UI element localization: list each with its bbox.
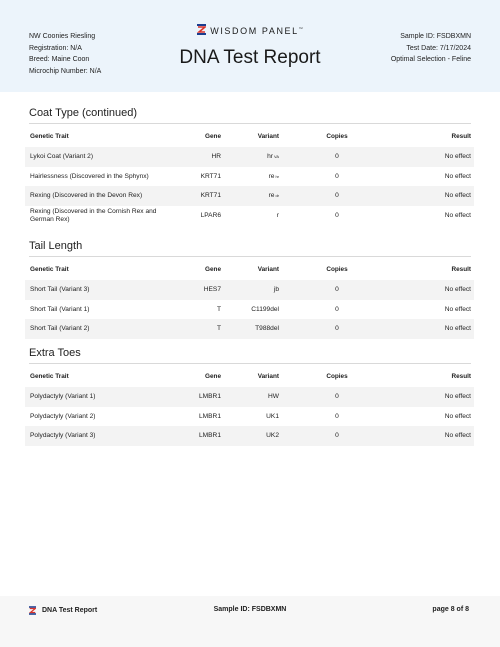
copies: 0 bbox=[335, 432, 339, 439]
variant-base: hr bbox=[267, 153, 273, 160]
variant bbox=[219, 147, 279, 167]
table-row bbox=[25, 300, 474, 320]
variant bbox=[219, 205, 279, 227]
trait-name: Polydactyly (Variant 3) bbox=[30, 432, 96, 439]
result: No effect bbox=[444, 286, 471, 293]
trait-name: Hairlessness (Discovered in the Sphynx) bbox=[30, 173, 149, 180]
report-header bbox=[0, 0, 500, 92]
gene: KRT71 bbox=[200, 173, 221, 180]
col-copies: Copies bbox=[326, 266, 348, 273]
copies: 0 bbox=[335, 173, 339, 180]
copies: 0 bbox=[335, 393, 339, 400]
result: No effect bbox=[444, 413, 471, 420]
col-gene: Gene bbox=[205, 266, 221, 273]
test-date: Test Date: 7/17/2024 bbox=[406, 44, 471, 52]
gene: LMBR1 bbox=[199, 432, 221, 439]
page-number: page 8 of 8 bbox=[432, 606, 469, 613]
result: No effect bbox=[444, 393, 471, 400]
copies: 0 bbox=[335, 325, 339, 332]
col-gene: Gene bbox=[205, 373, 221, 380]
trait-name: Short Tail (Variant 3) bbox=[30, 286, 90, 293]
breed: Breed: Maine Coon bbox=[29, 56, 90, 64]
copies: 0 bbox=[335, 153, 339, 160]
variant: UK2 bbox=[266, 432, 279, 439]
variant-base: r bbox=[276, 212, 279, 219]
result: No effect bbox=[444, 212, 471, 219]
variant: T988del bbox=[255, 325, 279, 332]
registration: Registration: N/A bbox=[29, 44, 82, 52]
report-footer bbox=[0, 596, 500, 647]
copies: 0 bbox=[335, 212, 339, 219]
table-row bbox=[25, 147, 474, 167]
brand-trademark: ™ bbox=[298, 26, 303, 31]
gene: T bbox=[216, 306, 221, 313]
section-title-tail-length: Tail Length bbox=[29, 240, 471, 257]
col-result: Result bbox=[451, 133, 471, 140]
col-genetic-trait: Genetic Trait bbox=[30, 373, 69, 380]
table-header bbox=[25, 367, 474, 387]
footer-sample-id: Sample ID: FSDBXMN bbox=[213, 606, 287, 613]
variant: UK1 bbox=[266, 413, 279, 420]
result: No effect bbox=[444, 306, 471, 313]
footer-title-text: DNA Test Report bbox=[42, 607, 98, 614]
result: No effect bbox=[444, 192, 471, 199]
wisdom-panel-logo-icon bbox=[197, 24, 206, 35]
result: No effect bbox=[444, 173, 471, 180]
trait-name: Polydactyly (Variant 1) bbox=[30, 393, 96, 400]
table-row bbox=[25, 280, 474, 300]
col-copies: Copies bbox=[326, 373, 348, 380]
pet-name: NW Coonies Riesling bbox=[29, 33, 96, 40]
col-result: Result bbox=[451, 266, 471, 273]
variant-superscript: dr bbox=[275, 193, 279, 198]
col-variant: Variant bbox=[257, 133, 279, 140]
variant-base: re bbox=[268, 173, 275, 180]
col-variant: Variant bbox=[257, 266, 279, 273]
table-row bbox=[25, 319, 474, 339]
result: No effect bbox=[444, 325, 471, 332]
col-genetic-trait: Genetic Trait bbox=[30, 133, 69, 140]
copies: 0 bbox=[335, 413, 339, 420]
gene: T bbox=[216, 325, 221, 332]
table-header bbox=[25, 260, 474, 280]
trait-name: Polydactyly (Variant 2) bbox=[30, 413, 96, 420]
col-gene: Gene bbox=[205, 133, 221, 140]
table-row bbox=[25, 186, 474, 206]
col-copies: Copies bbox=[326, 133, 348, 140]
table-header bbox=[25, 127, 474, 147]
copies: 0 bbox=[335, 286, 339, 293]
trait-name: Short Tail (Variant 2) bbox=[30, 325, 90, 332]
gene: HR bbox=[211, 153, 221, 160]
variant bbox=[219, 186, 279, 206]
section-title-coat-type: Coat Type (continued) bbox=[29, 107, 471, 124]
trait-name: Rexing (Discovered in the Cornish Rex and German Rex) bbox=[30, 208, 157, 223]
variant: HW bbox=[268, 393, 279, 400]
page-title: DNA Test Report bbox=[179, 47, 321, 68]
table-row bbox=[25, 387, 474, 407]
trait-name: Lykoi Coat (Variant 2) bbox=[30, 153, 94, 160]
gene: LMBR1 bbox=[199, 393, 221, 400]
variant: C1199del bbox=[251, 306, 279, 313]
gene: LPAR6 bbox=[200, 212, 221, 219]
table-row bbox=[25, 167, 474, 187]
result: No effect bbox=[444, 153, 471, 160]
variant: jb bbox=[273, 286, 279, 293]
section-title-extra-toes: Extra Toes bbox=[29, 347, 471, 364]
table-row bbox=[25, 426, 474, 446]
col-genetic-trait: Genetic Trait bbox=[30, 266, 69, 273]
variant bbox=[219, 167, 279, 187]
sample-id: Sample ID: FSDBXMN bbox=[400, 33, 471, 40]
test-panel: Optimal Selection - Feline bbox=[390, 56, 471, 64]
col-variant: Variant bbox=[257, 373, 279, 380]
variant-base: re bbox=[268, 192, 275, 199]
table-row bbox=[25, 205, 474, 227]
microchip-number: Microchip Number: N/A bbox=[29, 68, 102, 76]
variant-superscript: VA bbox=[273, 154, 279, 159]
gene: KRT71 bbox=[200, 192, 221, 199]
copies: 0 bbox=[335, 306, 339, 313]
brand-name: WISDOM PANEL bbox=[210, 26, 299, 36]
result: No effect bbox=[444, 432, 471, 439]
gene: LMBR1 bbox=[199, 413, 221, 420]
trait-name: Rexing (Discovered in the Devon Rex) bbox=[30, 192, 143, 199]
col-result: Result bbox=[451, 373, 471, 380]
variant-superscript: hr bbox=[275, 174, 279, 179]
gene: HES7 bbox=[203, 286, 221, 293]
copies: 0 bbox=[335, 192, 339, 199]
table-row bbox=[25, 407, 474, 427]
trait-name: Short Tail (Variant 1) bbox=[30, 306, 90, 313]
sample-info bbox=[391, 31, 471, 66]
